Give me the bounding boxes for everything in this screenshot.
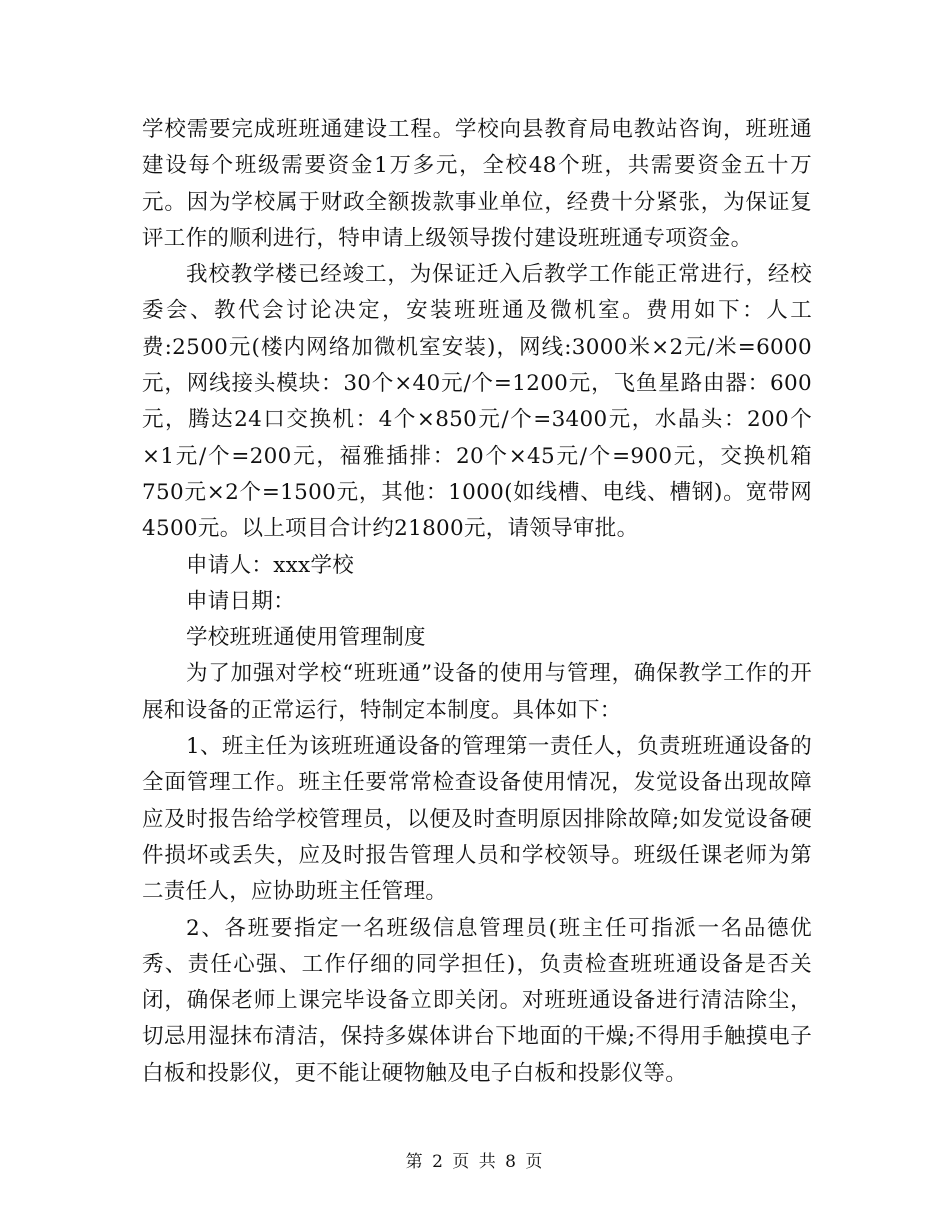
page-number-footer: 第 2 页 共 8 页 — [405, 1152, 545, 1172]
paragraph-rule-2: 2、各班要指定一名班级信息管理员(班主任可指派一名品德优秀、责任心强、工作仔细的同学担任)，负责检查班班通设备是否关闭，确保老师上课完毕设备立即关闭。对班班通设备进行清洁除尘，切忌用湿抹布清洁，保持多媒体讲台下地面的干燥;不得用手触摸电子白板和投影仪，更不能让硬物触及电子白板和投影仪等。 — [142, 915, 812, 1086]
document-body — [142, 112, 812, 1092]
application-date-line: 申请日期： — [186, 588, 296, 614]
paragraph-rule-1: 1、班主任为该班班通设备的管理第一责任人，负责班班通设备的全面管理工作。班主任要常常检查设备使用情况，发觉设备出现故障应及时报告给学校管理员，以便及时查明原因排除故障;如发觉设备硬件损坏或丢失，应及时报告管理人员和学校领导。班级任课老师为第二责任人，应协助班主任管理。 — [142, 734, 812, 905]
applicant-line: 申请人：xxx学校 — [186, 552, 355, 578]
paragraph-intro: 为了加强对学校“班班通”设备的使用与管理，确保教学工作的开展和设备的正常运行，特制定本制度。具体如下： — [142, 661, 812, 723]
section-title: 学校班班通使用管理制度 — [186, 625, 426, 651]
paragraph-cost-breakdown: 我校教学楼已经竣工，为保证迁入后教学工作能正常进行，经校委会、教代会讨论决定，安装班班通及微机室。费用如下：人工费:2500元(楼内网络加微机室安装)，网线:3000米×2元/米=6000元，网线接头模块：30个×40元/个=1200元，飞鱼星路由器：600元，腾达24口交换机：4个×850元/个=3400元，水晶头：200个×1元/个=200元，福雅插排：20个×45元/个=900元，交换机箱750元×2个=1500元，其他：1000(如线槽、电线、槽钢)。宽带网4500元。以上项目合计约21800元，请领导审批。 — [142, 262, 812, 542]
paragraph-funding-request: 学校需要完成班班通建设工程。学校向县教育局电教站咨询，班班通建设每个班级需要资金1万多元，全校48个班，共需要资金五十万元。因为学校属于财政全额拨款事业单位，经费十分紧张，为保证复评工作的顺利进行，特申请上级领导拨付建设班班通专项资金。 — [142, 117, 812, 251]
